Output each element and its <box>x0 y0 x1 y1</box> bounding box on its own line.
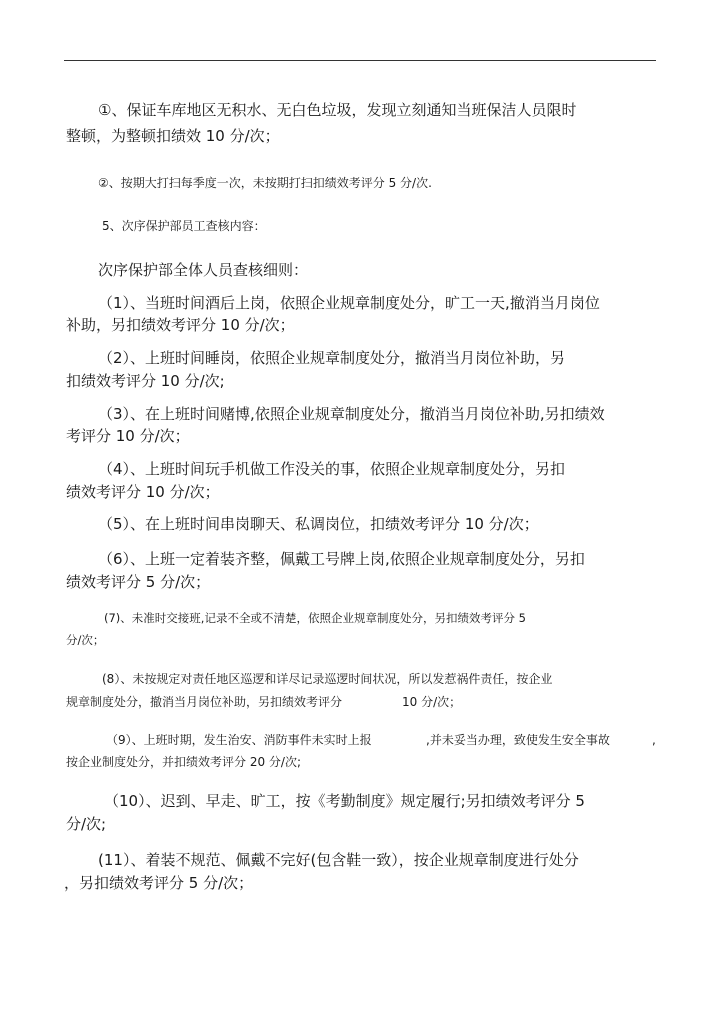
paragraph-line: 规章制度处分，撤消当月岗位补助，另扣绩效考评分 <box>66 695 343 709</box>
paragraph-line: (7)、未准时交接班,记录不全或不清楚，依照企业规章制度处分，另扣绩效考评分 5 <box>104 611 526 625</box>
paragraph-line: (11）、着装不规范、佩戴不完好(包含鞋一致），按企业规章制度进行处分 <box>98 851 579 869</box>
paragraph-line: 分/次； <box>66 633 105 647</box>
paragraph-line: 整顿，为整顿扣绩效 10 分/次； <box>66 127 280 145</box>
paragraph-line: 扣绩效考评分 10 分/次; <box>66 372 225 390</box>
paragraph-line: （1）、当班时间酒后上岗，依照企业规章制度处分，旷工一天,撤消当月岗位 <box>98 294 600 312</box>
paragraph-line: ,并未妥当办理，致使发生安全事故 <box>426 733 610 747</box>
paragraph-line: （2）、上班时间睡岗，依照企业规章制度处分，撤消当月岗位补助，另 <box>98 349 566 367</box>
paragraph-line: （3）、在上班时间赌博,依照企业规章制度处分，撤消当月岗位补助,另扣绩效 <box>98 405 605 423</box>
paragraph-line: (8）、未按规定对责任地区巡逻和详尽记录巡逻时间状况，所以发惹祸件责任，按企业 <box>102 672 553 686</box>
paragraph-line: 10 分/次； <box>402 695 462 709</box>
paragraph-line: 补助，另扣绩效考评分 10 分/次； <box>66 316 295 334</box>
paragraph-line: 分/次; <box>66 815 107 833</box>
header-rule <box>64 60 656 61</box>
paragraph-line: 按企业制度处分，并扣绩效考评分 20 分/次; <box>66 755 301 769</box>
paragraph-line: ②、按期大打扫每季度一次，未按期打扫扣绩效考评分 5 分/次. <box>98 176 432 190</box>
paragraph-line: , <box>652 733 656 747</box>
paragraph-line: 考评分 10 分/次； <box>66 427 190 445</box>
paragraph-line: （10）、迟到、早走、旷工，按《考勤制度》规定履行;另扣绩效考评分 5 <box>104 792 585 810</box>
paragraph-line: 5、次序保护部员工查核内容： <box>102 219 266 233</box>
paragraph-line: （9）、上班时期，发生治安、消防事件未实时上报 <box>106 733 372 747</box>
paragraph-line: ①、保证车库地区无积水、无白色垃圾，发现立刻通知当班保洁人员限时 <box>98 101 577 119</box>
paragraph-line: 绩效考评分 5 分/次； <box>66 573 211 591</box>
paragraph-line: （5）、在上班时间串岗聊天、私调岗位，扣绩效考评分 10 分/次； <box>98 515 539 533</box>
paragraph-line: （6）、上班一定着装齐整，佩戴工号牌上岗,依照企业规章制度处分，另扣 <box>98 550 585 568</box>
paragraph-line: （4）、上班时间玩手机做工作没关的事，依照企业规章制度处分，另扣 <box>98 460 566 478</box>
paragraph-line: 绩效考评分 10 分/次； <box>66 483 220 501</box>
paragraph-line: 次序保护部全体人员查核细则： <box>98 261 309 279</box>
paragraph-line: ，另扣绩效考评分 5 分/次； <box>64 874 254 892</box>
